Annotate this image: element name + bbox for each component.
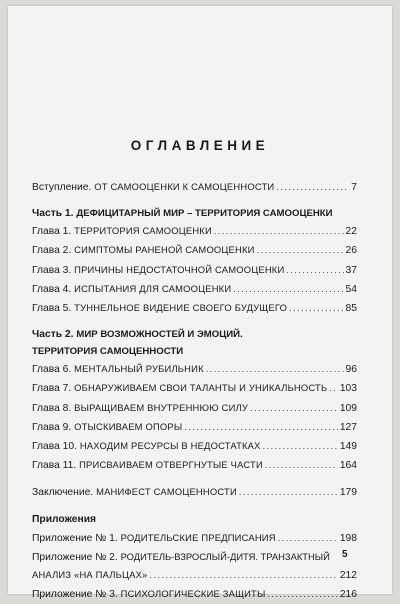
entry-title: ТУННЕЛЬНОЕ ВИДЕНИЕ СВОЕГО БУДУЩЕГО: [74, 302, 288, 314]
entry-prefix: Глава 4.: [32, 283, 72, 295]
toc-entry-ch1: [32, 222, 357, 241]
entry-title: РОДИТЕЛЬСКИЕ ПРЕДПИСАНИЯ: [120, 531, 276, 543]
toc-entry-conclusion: [32, 483, 357, 502]
entry-prefix: Глава 9.: [32, 421, 72, 433]
entry-title: ОТЫСКИВАЕМ ОПОРЫ: [74, 420, 183, 432]
entry-prefix: Глава 3.: [32, 264, 72, 276]
dot-leader: [206, 360, 344, 378]
dot-leader: [257, 241, 344, 259]
page-number: 5: [342, 549, 348, 560]
dot-leader: [250, 399, 338, 417]
part-title-line2: ТЕРРИТОРИЯ САМОЦЕННОСТИ: [32, 346, 184, 358]
toc-entry-appendix3: [32, 585, 357, 604]
entry-title: ИСПЫТАНИЯ ДЛЯ САМООЦЕНКИ: [74, 282, 232, 294]
toc-entry-ch4: [32, 280, 357, 299]
entry-prefix: Приложение № 3.: [32, 589, 118, 601]
entry-title: МЕНТАЛЬНЫЙ РУБИЛЬНИК: [74, 363, 204, 375]
part1-heading: [32, 205, 357, 222]
toc-entry-ch6: [32, 360, 357, 379]
entry-prefix: Глава 10.: [32, 441, 77, 453]
dot-leader: [278, 529, 338, 547]
entry-prefix: Глава 6.: [32, 364, 72, 376]
toc-entry-appendix1: [32, 529, 357, 548]
dot-leader: [149, 566, 337, 584]
entry-prefix: Глава 8.: [32, 402, 72, 414]
toc-entry-ch8: [32, 399, 357, 418]
entry-page: 54: [345, 283, 357, 295]
entry-prefix: Глава 5.: [32, 303, 72, 315]
part2-heading: [32, 326, 357, 360]
dot-leader: [329, 379, 337, 397]
entry-page: 7: [351, 182, 357, 193]
entry-prefix: Заключение.: [32, 487, 94, 499]
entry-title: ПРИСВАИВАЕМ ОТВЕРГНУТЫЕ ЧАСТИ: [79, 459, 263, 471]
part-title-line1: МИР ВОЗМОЖНОСТЕЙ И ЭМОЦИЙ.: [76, 329, 243, 341]
entry-page: 127: [339, 421, 357, 433]
dot-leader: [265, 456, 338, 474]
entry-prefix: Глава 2.: [32, 245, 72, 257]
entry-title: МАНИФЕСТ САМОЦЕННОСТИ: [96, 486, 237, 498]
table-of-contents: [32, 178, 357, 604]
entry-page: 149: [339, 441, 357, 453]
entry-page: 198: [339, 532, 357, 544]
toc-entry-ch11: [32, 456, 357, 475]
entry-title-line1: РОДИТЕЛЬ-ВЗРОСЛЫЙ-ДИТЯ. ТРАНЗАКТНЫЙ: [120, 550, 330, 562]
part-title: ДЕФИЦИТАРНЫЙ МИР – ТЕРРИТОРИЯ САМООЦЕНКИ: [76, 208, 333, 220]
dot-leader: [214, 222, 344, 240]
toc-heading: ОГЛАВЛЕНИЕ: [130, 138, 270, 153]
entry-title: ПРИЧИНЫ НЕДОСТАТОЧНОЙ САМООЦЕНКИ: [74, 263, 285, 275]
part-prefix: Часть 1.: [32, 208, 74, 220]
dot-leader: [239, 483, 338, 501]
entry-title: ОБНАРУЖИВАЕМ СВОИ ТАЛАНТЫ И УНИКАЛЬНОСТЬ: [74, 382, 328, 394]
part-prefix: Часть 2.: [32, 329, 74, 341]
toc-entry-intro: [32, 178, 357, 197]
entry-page: 26: [345, 245, 357, 257]
toc-entry-ch10: [32, 437, 357, 456]
entry-prefix: Глава 11.: [32, 460, 77, 472]
dot-leader: [289, 299, 343, 317]
appendix-heading: Приложения: [32, 513, 97, 525]
toc-entry-ch3: [32, 261, 357, 280]
entry-page: 109: [339, 402, 357, 414]
entry-page: 164: [339, 460, 357, 472]
entry-title: ТЕРРИТОРИЯ САМООЦЕНКИ: [74, 225, 212, 237]
toc-entry-ch7: [32, 379, 357, 398]
toc-entry-appendix2-line2: [32, 566, 357, 585]
dot-leader: [267, 585, 337, 603]
entry-page: 96: [345, 364, 357, 376]
dot-leader: [263, 437, 338, 455]
entry-title: ВЫРАЩИВАЕМ ВНУТРЕННЮЮ СИЛУ: [74, 401, 249, 413]
dot-leader: [184, 418, 337, 436]
entry-page: 22: [345, 226, 357, 238]
entry-prefix: Вступление.: [32, 182, 92, 193]
entry-title: ПСИХОЛОГИЧЕСКИЕ ЗАЩИТЫ: [120, 588, 266, 600]
entry-title: НАХОДИМ РЕСУРСЫ В НЕДОСТАТКАХ: [79, 440, 261, 452]
entry-page: 212: [339, 569, 357, 581]
entry-prefix: Приложение № 2.: [32, 551, 118, 563]
entry-title: ОТ САМООЦЕНКИ К САМОЦЕННОСТИ: [94, 181, 275, 192]
dot-leader: [286, 261, 343, 279]
toc-entry-ch9: [32, 418, 357, 437]
entry-prefix: Приложение № 1.: [32, 532, 118, 544]
dot-leader: [233, 280, 343, 298]
entry-title-line2: АНАЛИЗ «НА ПАЛЬЦАХ»: [32, 568, 148, 580]
entry-title: СИМПТОМЫ РАНЕНОЙ САМООЦЕНКИ: [74, 244, 255, 256]
entry-page: 216: [339, 589, 357, 601]
entry-page: 103: [339, 383, 357, 395]
entry-page: 37: [345, 264, 357, 276]
toc-entry-ch5: [32, 299, 357, 318]
entry-page: 179: [339, 487, 357, 499]
dot-leader: [276, 178, 349, 196]
book-page: [8, 6, 392, 601]
entry-prefix: Глава 1.: [32, 226, 72, 238]
entry-page: 85: [345, 303, 357, 315]
toc-entry-appendix2-line1: [32, 548, 357, 566]
toc-entry-ch2: [32, 241, 357, 260]
entry-prefix: Глава 7.: [32, 383, 72, 395]
